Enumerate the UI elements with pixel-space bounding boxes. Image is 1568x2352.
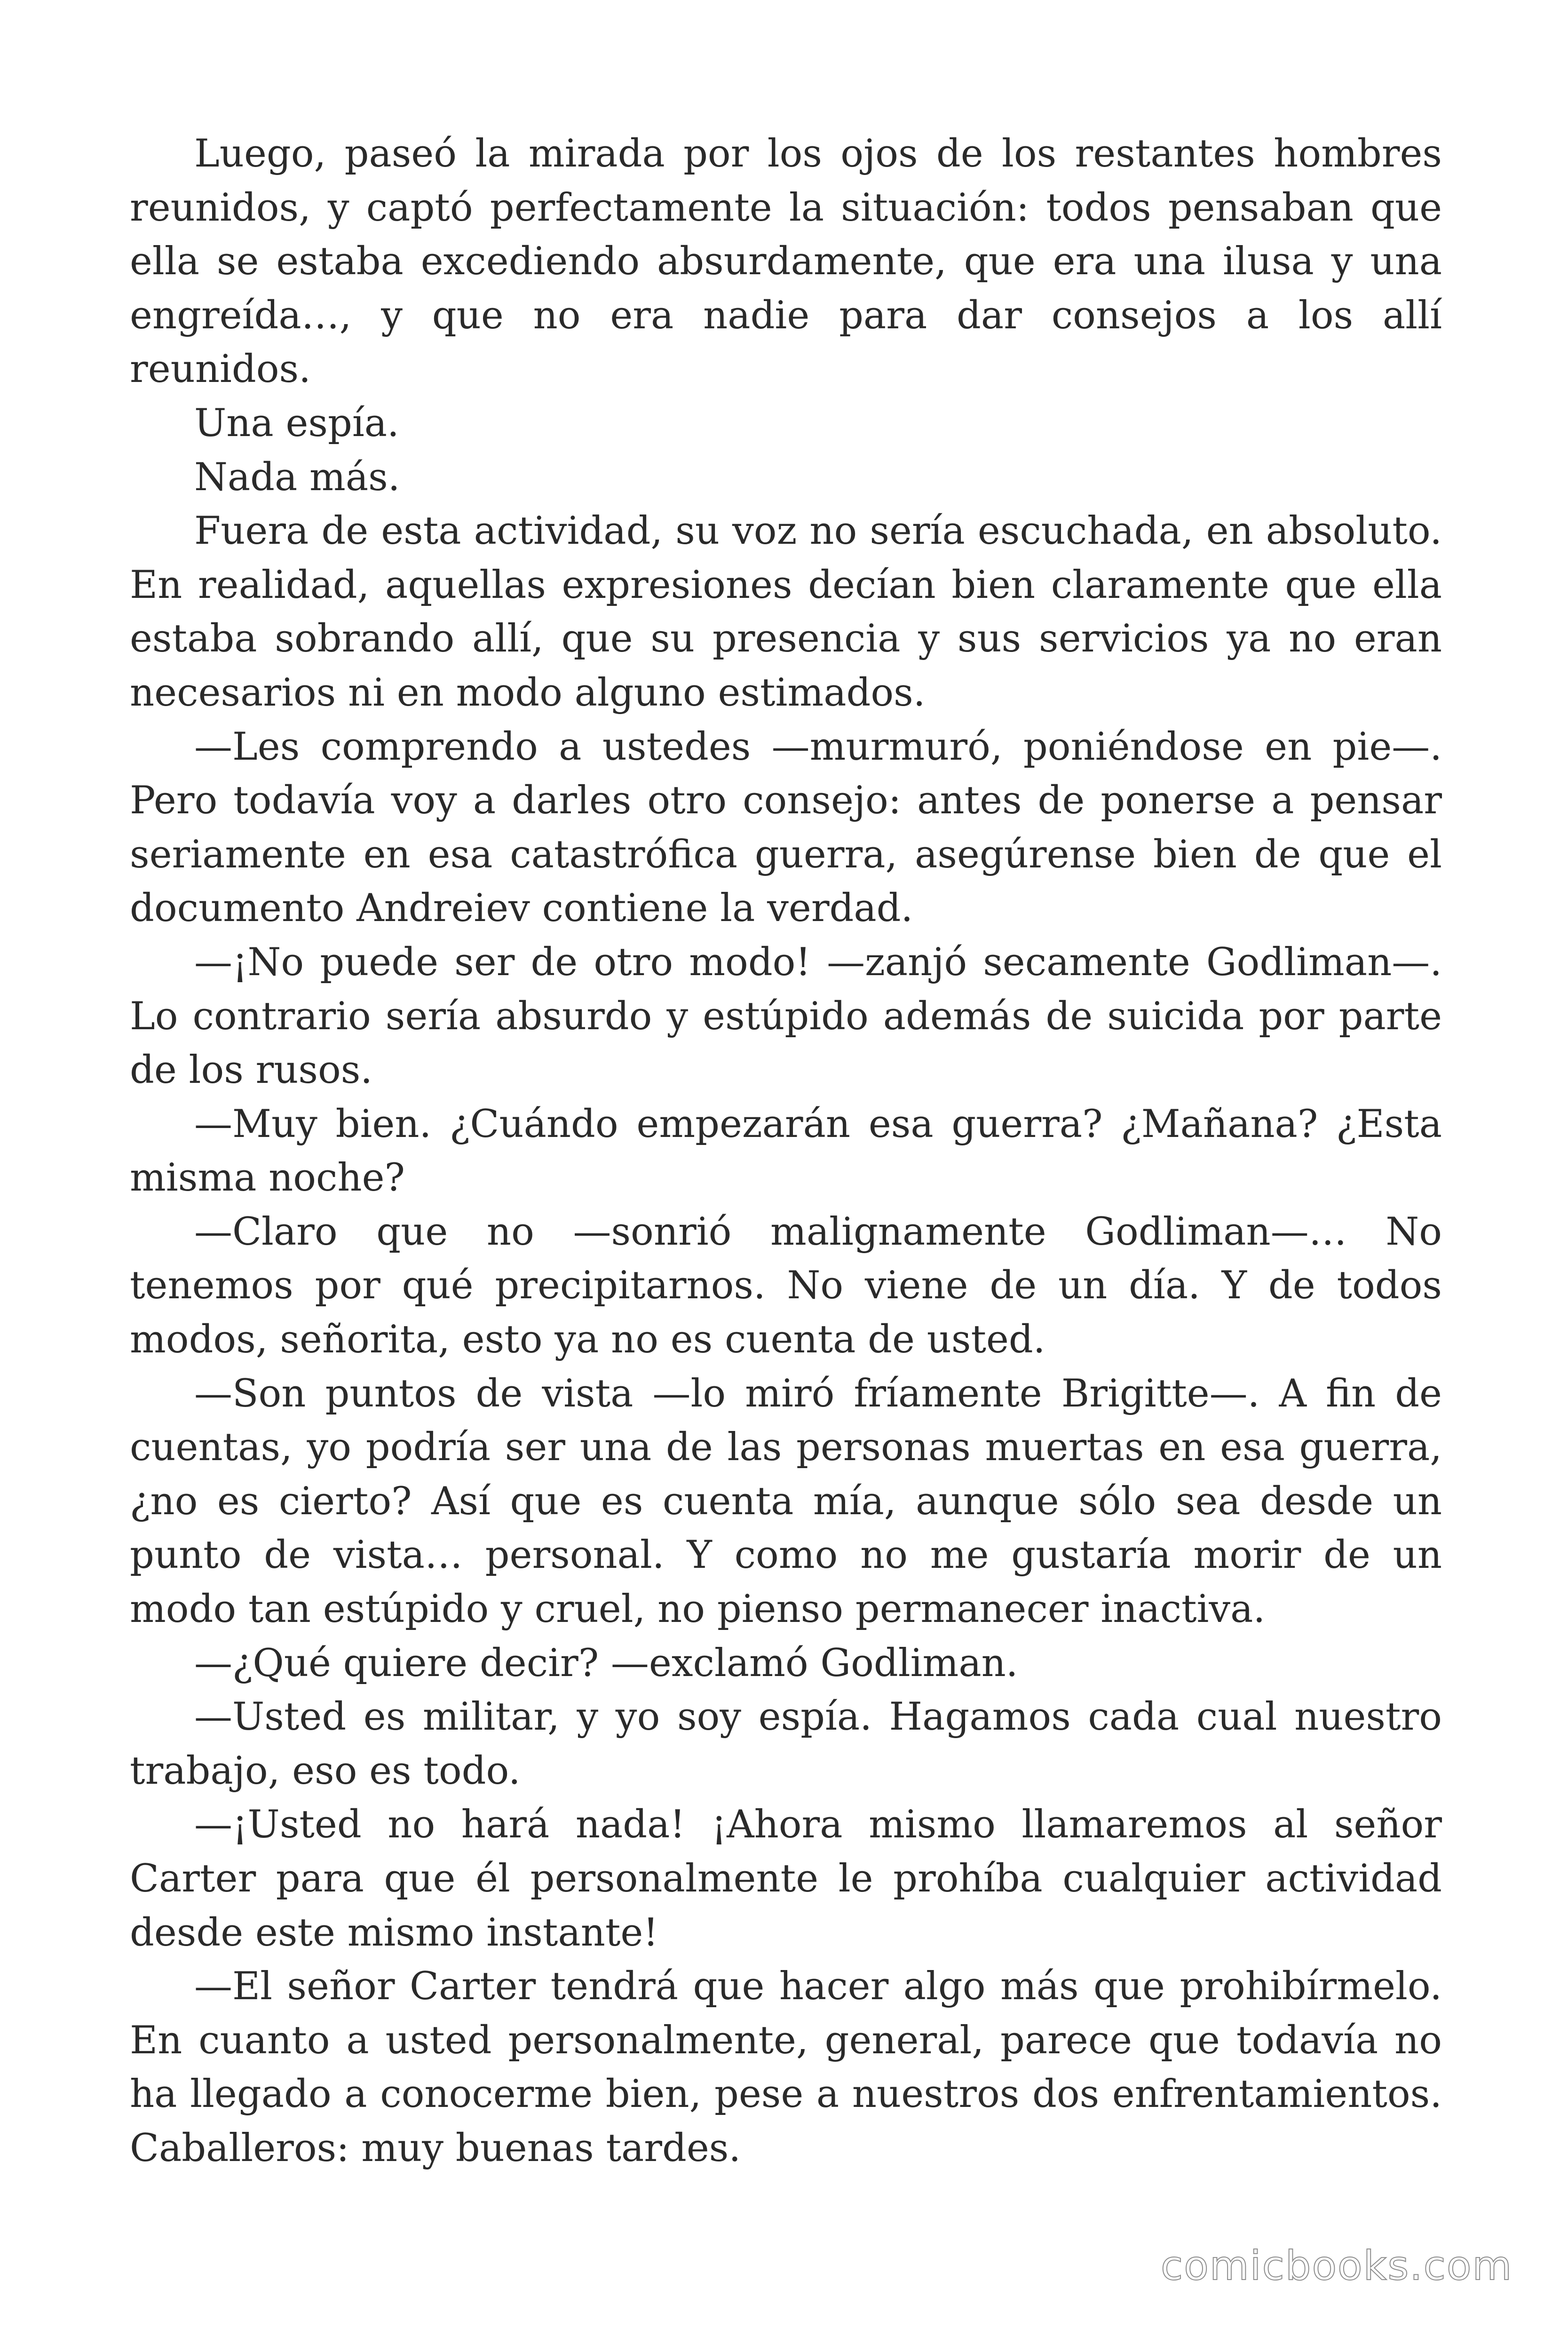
- paragraph-11: —Usted es militar, y yo soy espía. Hagamos cada cual nuestro trabajo, eso es todo.: [130, 1695, 1442, 1793]
- paragraph-10: —¿Qué quiere decir? —exclamó Godliman.: [194, 1641, 1018, 1685]
- watermark-logo: comicbooks.com: [1161, 2242, 1513, 2289]
- paragraph-12: —¡Usted no hará nada! ¡Ahora mismo llamaremos al señor Carter para que él personalmente le prohíba cualquier actividad desde este mismo instante!: [130, 1803, 1442, 1955]
- paragraph-9: —Son puntos de vista —lo miró fríamente Brigitte—. A fin de cuentas, yo podría ser una de las personas muertas en esa guerra, ¿no es cierto? Así que es cuenta mía, aunque sólo sea desde un punto de vista… personal. Y como no me gustaría morir de un modo tan estúpido y cruel, no pienso permanecer inactiva.: [130, 1371, 1442, 1632]
- paragraph-1: Luego, paseó la mirada por los ojos de los restantes hombres reunidos, y captó perfectamente la situación: todos pensaban que ella se estaba excediendo absurdamente, que era una ilusa y una engreída…, y que no era nadie para dar consejos a los allí reunidos.: [130, 132, 1442, 392]
- paragraph-3: Nada más.: [194, 455, 400, 500]
- book-page-text: [130, 127, 1442, 2176]
- paragraph-5: —Les comprendo a ustedes —murmuró, poniéndose en pie—. Pero todavía voy a darles otro consejo: antes de ponerse a pensar seriamente en esa catastrófica guerra, asegúrense bien de que el documento Andreiev contiene la verdad.: [130, 724, 1442, 931]
- paragraph-4: Fuera de esta actividad, su voz no sería escuchada, en absoluto. En realidad, aquellas expresiones decían bien claramente que ella estaba sobrando allí, que su presencia y sus servicios ya no eran necesarios ni en modo alguno estimados.: [130, 509, 1442, 715]
- paragraph-6: —¡No puede ser de otro modo! —zanjó secamente Godliman—. Lo contrario sería absurdo y estúpido además de suicida por parte de los rusos.: [130, 940, 1442, 1093]
- paragraph-7: —Muy bien. ¿Cuándo empezarán esa guerra? ¿Mañana? ¿Esta misma noche?: [130, 1102, 1442, 1200]
- paragraph-8: —Claro que no —sonrió malignamente Godliman—… No tenemos por qué precipitarnos. No viene de un día. Y de todos modos, señorita, esto ya no es cuenta de usted.: [130, 1209, 1442, 1362]
- paragraph-2: Una espía.: [194, 401, 399, 445]
- paragraph-13: —El señor Carter tendrá que hacer algo más que prohibírmelo. En cuanto a usted personalmente, general, parece que todavía no ha llegado a conocerme bien, pese a nuestros dos enfrentamientos. Caballeros: muy buenas tardes.: [130, 1964, 1442, 2170]
